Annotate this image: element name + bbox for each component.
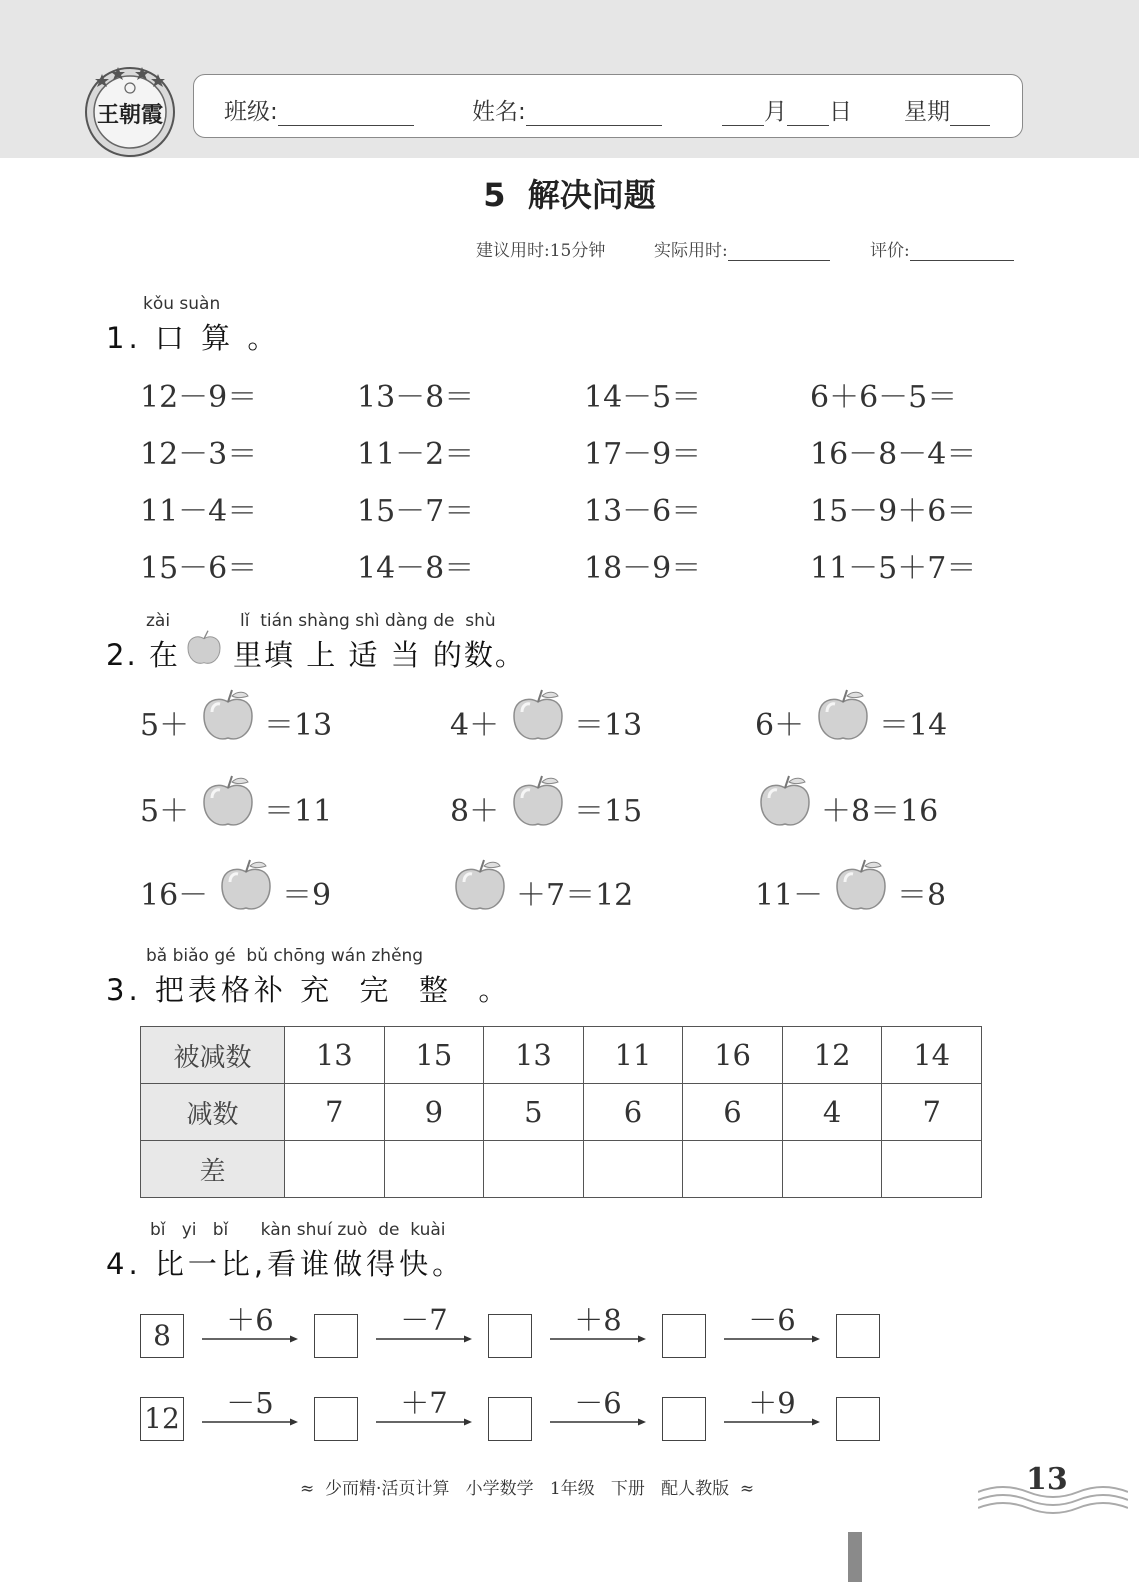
q2-right-term: ＝11 (264, 794, 333, 829)
operation-label: ＋6 (226, 1303, 274, 1337)
q2-right-term: ＝14 (879, 708, 948, 743)
q2-left-term: 5＋ (140, 708, 190, 743)
apple-answer-slot[interactable] (198, 772, 258, 832)
difference-cell[interactable] (683, 1141, 783, 1198)
weekday-field[interactable] (904, 93, 990, 126)
weekday-label: 星期 (904, 99, 950, 125)
minuend-cell: 11 (583, 1027, 683, 1084)
minuend-cell: 12 (782, 1027, 882, 1084)
arrow-right-icon (550, 1334, 646, 1344)
answer-box[interactable] (314, 1314, 358, 1358)
subtrahend-cell: 6 (683, 1084, 783, 1141)
answer-box[interactable] (836, 1397, 880, 1441)
apple-answer-slot[interactable] (813, 686, 873, 746)
class-blank[interactable] (278, 99, 414, 126)
answer-box[interactable] (488, 1397, 532, 1441)
q1-expression: 15－7＝ (357, 494, 475, 529)
day-label: 日 (829, 99, 852, 125)
actual-time-label: 实际用时: (654, 241, 728, 261)
q1-expression: 13－6＝ (584, 494, 702, 529)
arrow-right-icon (724, 1417, 820, 1427)
difference-cell[interactable] (882, 1141, 982, 1198)
apple-answer-slot[interactable] (508, 772, 568, 832)
minuend-cell: 14 (882, 1027, 982, 1084)
q1-expression: 18－9＝ (584, 551, 702, 586)
class-label: 班级: (224, 99, 278, 125)
q2-heading-prefix: 2. 在 (106, 638, 180, 672)
arrow-right-icon (202, 1334, 298, 1344)
q4-heading: 4. 比一比,看谁做得快。 (106, 1247, 466, 1281)
table-row (141, 1141, 982, 1198)
suggested-time: 建议用时:15分钟 (476, 241, 606, 261)
answer-box[interactable] (314, 1397, 358, 1441)
row-label: 差 (141, 1141, 285, 1198)
arrow-right-icon (376, 1417, 472, 1427)
apple-answer-slot[interactable] (831, 856, 891, 916)
q1-heading: 1. 口 算 。 (106, 321, 281, 355)
edge-tab (848, 1532, 862, 1582)
date-field[interactable] (722, 93, 852, 126)
q1-expression: 17－9＝ (584, 437, 702, 472)
q2-right-term: ＝13 (264, 708, 333, 743)
table-row (141, 1027, 982, 1084)
operation-label: ＋9 (748, 1386, 796, 1420)
operation-label: －5 (226, 1386, 274, 1420)
row-label: 被减数 (141, 1027, 285, 1084)
answer-box[interactable] (488, 1314, 532, 1358)
q3-pinyin: bǎ biǎo gé bǔ chōng wán zhěng (146, 946, 424, 966)
arrow-right-icon (724, 1334, 820, 1344)
row-label: 减数 (141, 1084, 285, 1141)
actual-time-blank[interactable] (728, 242, 830, 261)
arrow-right-icon (376, 1334, 472, 1344)
apple-answer-slot[interactable] (450, 856, 510, 916)
subtrahend-cell: 4 (782, 1084, 882, 1141)
q2-left-term: 11－ (755, 878, 824, 913)
operation-label: －7 (400, 1303, 448, 1337)
actual-time-field[interactable] (654, 236, 830, 261)
minuend-cell: 13 (484, 1027, 584, 1084)
name-field[interactable] (472, 93, 662, 126)
rating-blank[interactable] (910, 242, 1014, 261)
q2-right-term: ＝13 (574, 708, 643, 743)
start-number-box: 12 (140, 1397, 184, 1441)
q2-heading-suffix: 里填 上 适 当 的数。 (233, 638, 526, 672)
operation-label: ＋8 (574, 1303, 622, 1337)
minuend-cell: 16 (683, 1027, 783, 1084)
operation-label: ＋7 (400, 1386, 448, 1420)
subtrahend-cell: 9 (384, 1084, 484, 1141)
apple-answer-slot[interactable] (508, 686, 568, 746)
apple-answer-slot[interactable] (198, 686, 258, 746)
weekday-blank[interactable] (950, 99, 990, 126)
q1-expression: 11－5＋7＝ (810, 551, 977, 586)
operation-label: －6 (574, 1386, 622, 1420)
q1-expression: 12－3＝ (140, 437, 258, 472)
subtrahend-cell: 7 (882, 1084, 982, 1141)
q1-expression: 12－9＝ (140, 380, 258, 415)
q1-expression: 11－2＝ (357, 437, 475, 472)
q2-right-term: ＋8＝16 (821, 794, 939, 829)
difference-cell[interactable] (484, 1141, 584, 1198)
difference-cell[interactable] (782, 1141, 882, 1198)
rating-field[interactable] (870, 236, 1014, 261)
q1-expression: 14－5＝ (584, 380, 702, 415)
apple-icon (184, 628, 224, 668)
day-blank[interactable] (787, 99, 829, 126)
q1-expression: 13－8＝ (357, 380, 475, 415)
subtrahend-cell: 5 (484, 1084, 584, 1141)
arrow-right-icon (550, 1417, 646, 1427)
subtrahend-cell: 7 (285, 1084, 385, 1141)
name-blank[interactable] (526, 99, 662, 126)
minuend-cell: 13 (285, 1027, 385, 1084)
page-number: 13 (1026, 1462, 1068, 1497)
q1-expression: 6＋6－5＝ (810, 380, 958, 415)
arrow-right-icon (202, 1417, 298, 1427)
answer-box[interactable] (662, 1314, 706, 1358)
difference-cell[interactable] (583, 1141, 683, 1198)
q1-expression: 15－6＝ (140, 551, 258, 586)
subtrahend-cell: 6 (583, 1084, 683, 1141)
operation-label: －6 (748, 1303, 796, 1337)
q2-right-term: ＝15 (574, 794, 643, 829)
subtraction-table (140, 1026, 982, 1198)
q1-expression: 11－4＝ (140, 494, 258, 529)
q2-pinyin-zai: zài (146, 611, 171, 631)
month-blank[interactable] (722, 99, 764, 126)
q1-expression: 14－8＝ (357, 551, 475, 586)
q1-expression: 16－8－4＝ (810, 437, 977, 472)
q2-right-term: ＝8 (897, 878, 947, 913)
table-row (141, 1084, 982, 1141)
q2-left-term: 5＋ (140, 794, 190, 829)
name-label: 姓名: (472, 99, 526, 125)
difference-cell[interactable] (384, 1141, 484, 1198)
q2-left-term: 16－ (140, 878, 209, 913)
start-number-box: 8 (140, 1314, 184, 1358)
difference-cell[interactable] (285, 1141, 385, 1198)
q2-right-term: ＝9 (282, 878, 332, 913)
footer-text: ≈ 少而精·活页计算 小学数学 1年级 下册 配人教版 ≈ (300, 1479, 755, 1499)
answer-box[interactable] (662, 1397, 706, 1441)
apple-answer-slot[interactable] (216, 856, 276, 916)
answer-box[interactable] (836, 1314, 880, 1358)
q1-pinyin: kǒu suàn (143, 294, 221, 314)
minuend-cell: 15 (384, 1027, 484, 1084)
q2-left-term: 4＋ (450, 708, 500, 743)
apple-answer-slot[interactable] (755, 772, 815, 832)
q1-expression: 15－9＋6＝ (810, 494, 977, 529)
rating-label: 评价: (870, 241, 910, 261)
month-label: 月 (764, 99, 787, 125)
q2-right-term: ＋7＝12 (516, 878, 634, 913)
q3-heading: 3. 把表格补 充 完 整 。 (106, 973, 512, 1007)
page-title: 5 解决问题 (483, 176, 656, 214)
q2-pinyin-rest: lǐ tián shàng shì dàng de shù (240, 611, 496, 631)
student-info-box (193, 74, 1023, 138)
logo-text: 王朝霞 (96, 102, 164, 128)
q2-left-term: 6＋ (755, 708, 805, 743)
q4-pinyin: bǐ yi bǐ kàn shuí zuò de kuài (150, 1220, 446, 1240)
q2-left-term: 8＋ (450, 794, 500, 829)
class-field[interactable] (224, 93, 414, 126)
publisher-logo (82, 62, 178, 158)
